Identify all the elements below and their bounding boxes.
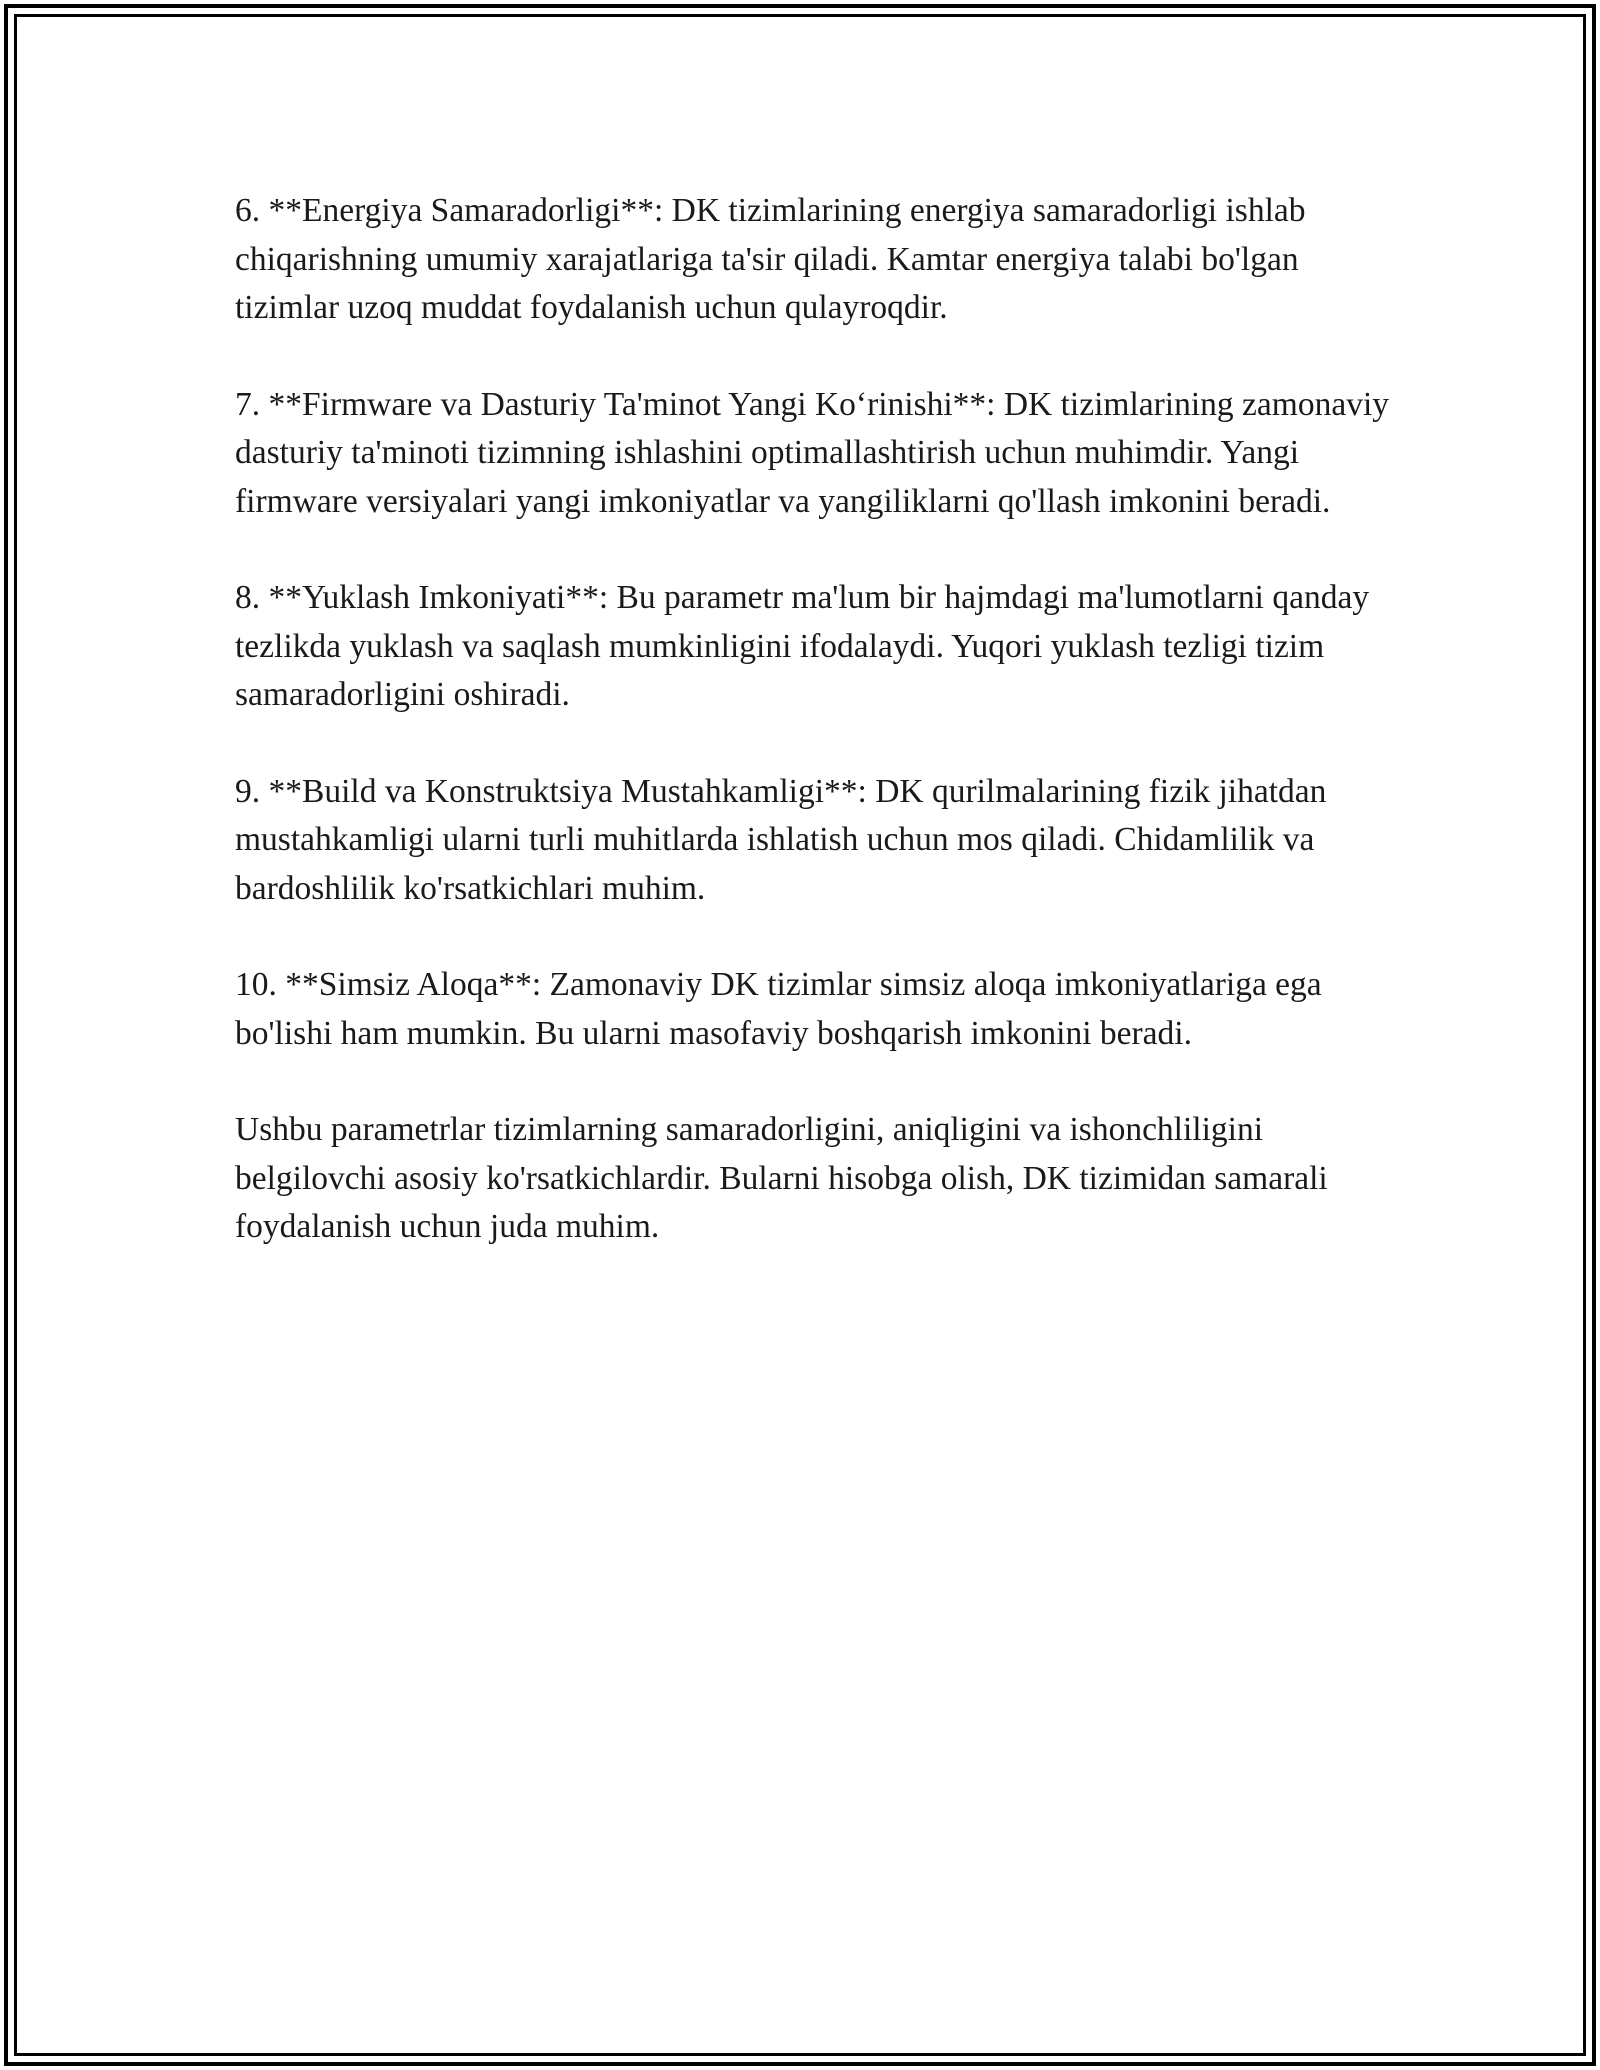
paragraph-energy-efficiency: 6. **Energiya Samaradorligi**: DK tizimlarining energiya samaradorligi ishlab chiqarishning umumiy xarajatlariga ta'sir qiladi. Kamtar energiya talabi bo'lgan tizimlar uzoq muddat foydalanish uchun qulayroqdir. [235, 192, 1306, 326]
paragraph-build-durability: 9. **Build va Konstruktsiya Mustahkamligi**: DK qurilmalarining fizik jihatdan mustahkamligi ularni turli muhitlarda ishlatish uchun mos qiladi. Chidamlilik va bardoshlilik ko'rsatkichlari muhim. [235, 772, 1327, 907]
document-body [235, 187, 1395, 1300]
paragraph-loading-capability: 8. **Yuklash Imkoniyati**: Bu parametr ma'lum bir hajmdagi ma'lumotlarni qanday tezlikda yuklash va saqlash mumkinligini ifodalaydi. Yuqori yuklash tezligi tizim samaradorligini oshiradi. [235, 579, 1370, 713]
paragraph-conclusion: Ushbu parametrlar tizimlarning samaradorligini, aniqligini va ishonchliligini belgilovchi asosiy ko'rsatkichlardir. Bularni hisobga olish, DK tizimidan samarali foydalanish uchun juda muhim. [235, 1111, 1328, 1245]
paragraph-wireless-connection: 10. **Simsiz Aloqa**: Zamonaviy DK tizimlar simsiz aloqa imkoniyatlariga ega bo'lishi ham mumkin. Bu ularni masofaviy boshqarish imkonini beradi. [235, 966, 1322, 1052]
paragraph-firmware-software: 7. **Firmware va Dasturiy Ta'minot Yangi Ko‘rinishi**: DK tizimlarining zamonaviy dasturiy ta'minoti tizimning ishlashini optimallashtirish uchun muhimdir. Yangi firmware versiyalari yangi imkoniyatlar va yangiliklarni qo'llash imkonini beradi. [235, 385, 1390, 520]
